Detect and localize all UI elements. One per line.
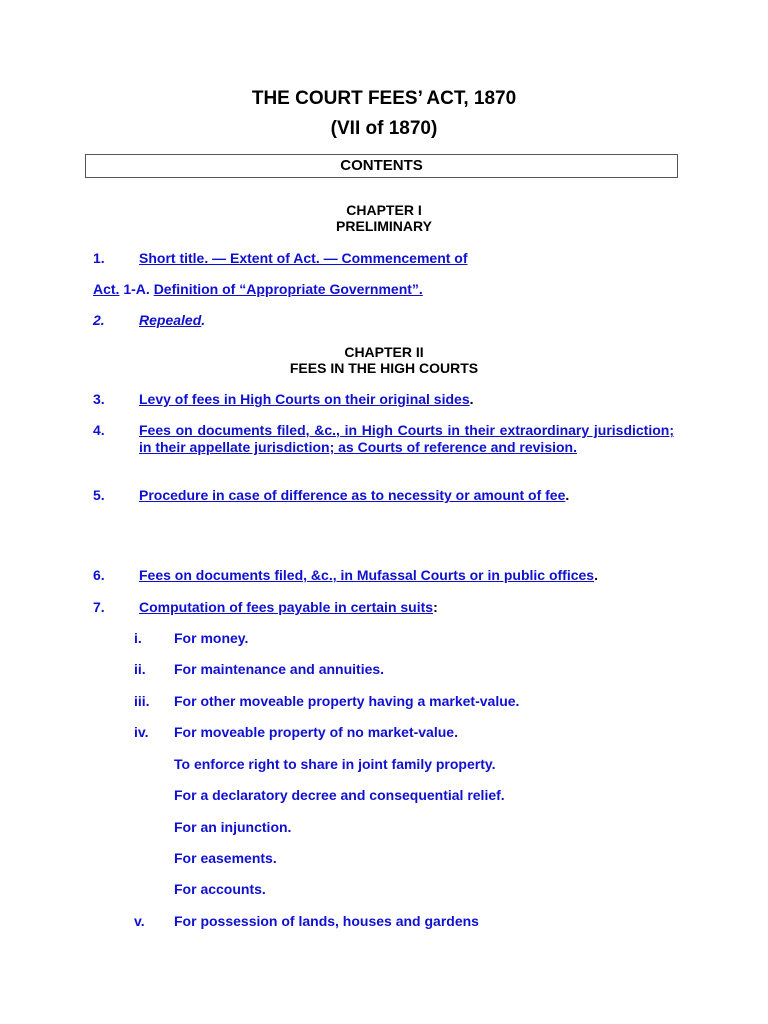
contents-heading: CONTENTS	[85, 154, 678, 178]
subitem-text: For possession of lands, houses and gardens	[174, 913, 479, 929]
section-2-text	[139, 312, 674, 329]
section-1-text	[139, 250, 674, 267]
section-1-link[interactable]: Short title. — Extent of Act. — Commencement of	[139, 250, 468, 266]
section-1a-number: 1-A.	[119, 281, 154, 297]
section-5-number: 5.	[93, 487, 105, 503]
section-5-link[interactable]: Procedure in case of difference as to necessity or amount of fee	[139, 487, 566, 503]
section-6-link[interactable]: Fees on documents filed, &c., in Mufassal Courts or in public offices	[139, 567, 595, 583]
subitem-text: For moveable property of no market-value.	[174, 724, 458, 740]
act-title: THE COURT FEES’ ACT, 1870	[251, 88, 517, 109]
subitem-text: For easements.	[174, 850, 277, 866]
chapter-2-name: FEES IN THE HIGH COURTS	[289, 360, 479, 376]
subitem-text: For maintenance and annuities.	[174, 661, 385, 677]
subitem-number: iii.	[134, 693, 150, 709]
subitem-number: ii.	[134, 661, 146, 677]
section-6-number: 6.	[93, 567, 105, 583]
chapter-1-heading: CHAPTER I	[346, 202, 422, 218]
subitem-text: For money.	[174, 630, 249, 646]
section-7-tail: :	[433, 599, 438, 615]
section-3-link[interactable]: Levy of fees in High Courts on their original sides	[139, 391, 470, 407]
subitem-text: For an injunction.	[174, 819, 292, 835]
section-6-text	[139, 567, 674, 584]
section-1a-row	[93, 281, 693, 298]
section-1-number: 1.	[93, 250, 105, 266]
section-2-link[interactable]: Repealed	[139, 312, 202, 328]
act-number: (VII of 1870)	[330, 118, 438, 139]
section-4-link[interactable]: Fees on documents filed, &c., in High Courts in their extraordinary jurisdiction; in their appellate jurisdiction; as Courts of reference and revision.	[139, 422, 674, 455]
subitem-number: v.	[134, 913, 145, 929]
section-3-text	[139, 391, 674, 408]
subitem-text: For a declaratory decree and consequential relief.	[174, 787, 505, 803]
subitem-text: For accounts.	[174, 881, 266, 897]
section-7-text	[139, 599, 674, 616]
section-1a-link[interactable]: Definition of “Appropriate Government”.	[153, 281, 423, 297]
section-4-number: 4.	[93, 422, 105, 438]
section-7-number: 7.	[93, 599, 105, 615]
section-4-text	[139, 422, 674, 456]
chapter-1-name: PRELIMINARY	[336, 218, 432, 234]
section-3-number: 3.	[93, 391, 105, 407]
section-7-link[interactable]: Computation of fees payable in certain suits	[139, 599, 434, 615]
section-1-continued-link[interactable]: Act.	[93, 281, 120, 297]
section-2-number: 2.	[93, 312, 105, 328]
section-3-tail: .	[469, 391, 474, 407]
subitem-number: i.	[134, 630, 142, 646]
section-5-text	[139, 487, 674, 504]
subitem-text: To enforce right to share in joint family property.	[174, 756, 496, 772]
chapter-2-heading: CHAPTER II	[344, 344, 424, 360]
subitem-text: For other moveable property having a market-value.	[174, 693, 520, 709]
section-6-tail: .	[594, 567, 598, 583]
section-2-tail: .	[201, 312, 206, 328]
subitem-number: iv.	[134, 724, 149, 740]
section-5-tail: .	[565, 487, 570, 503]
